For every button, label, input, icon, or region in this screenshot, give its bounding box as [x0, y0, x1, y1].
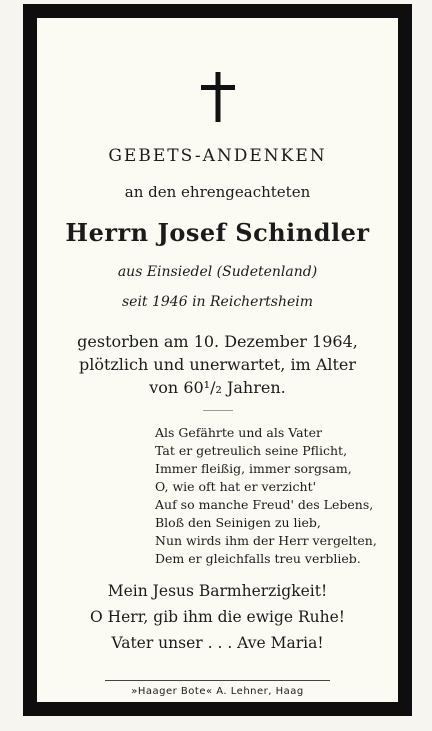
footer-rule [105, 680, 330, 681]
residence-line: seit 1946 in Reichertsheim [121, 294, 314, 310]
death-line: plötzlich und unerwartet, im Alter [78, 355, 357, 374]
memorial-poem [155, 424, 377, 568]
origin-line: aus Einsiedel (Sudetenland) [117, 264, 318, 280]
death-line: von 60¹/₂ Jahren. [149, 378, 286, 397]
prayer-line: O Herr, gib ihm die ewige Ruhe! [89, 608, 346, 626]
section-divider [203, 410, 233, 411]
deceased-name: Herrn Josef Schindler [65, 218, 370, 247]
memorial-card-border [23, 4, 412, 716]
poem-line: Tat er getreulich seine Pflicht, [155, 443, 348, 458]
poem-line: Immer fleißig, immer sorgsam, [155, 461, 352, 476]
poem-line: Auf so manche Freud' des Lebens, [155, 497, 374, 512]
poem-line: Nun wirds ihm der Herr vergelten, [155, 533, 377, 548]
card-subheading: an den ehrengeachteten [124, 183, 311, 201]
printer-imprint: »Haager Bote« A. Lehner, Haag [131, 686, 304, 697]
memorial-card [37, 18, 398, 702]
death-line: gestorben am 10. Dezember 1964, [77, 332, 358, 351]
poem-line: Als Gefährte und als Vater [155, 425, 322, 440]
latin-cross-icon [201, 72, 235, 122]
poem-line: O, wie oft hat er verzicht' [155, 479, 317, 494]
prayer-line: Mein Jesus Barmherzigkeit! [107, 582, 328, 600]
prayers [37, 578, 398, 656]
card-heading: GEBETS-ANDENKEN [108, 146, 327, 166]
poem-line: Dem er gleichfalls treu verblieb. [155, 551, 361, 566]
prayer-line: Vater unser . . . Ave Maria! [111, 634, 324, 652]
death-notice [37, 330, 398, 399]
poem-line: Bloß den Seinigen zu lieb, [155, 515, 321, 530]
